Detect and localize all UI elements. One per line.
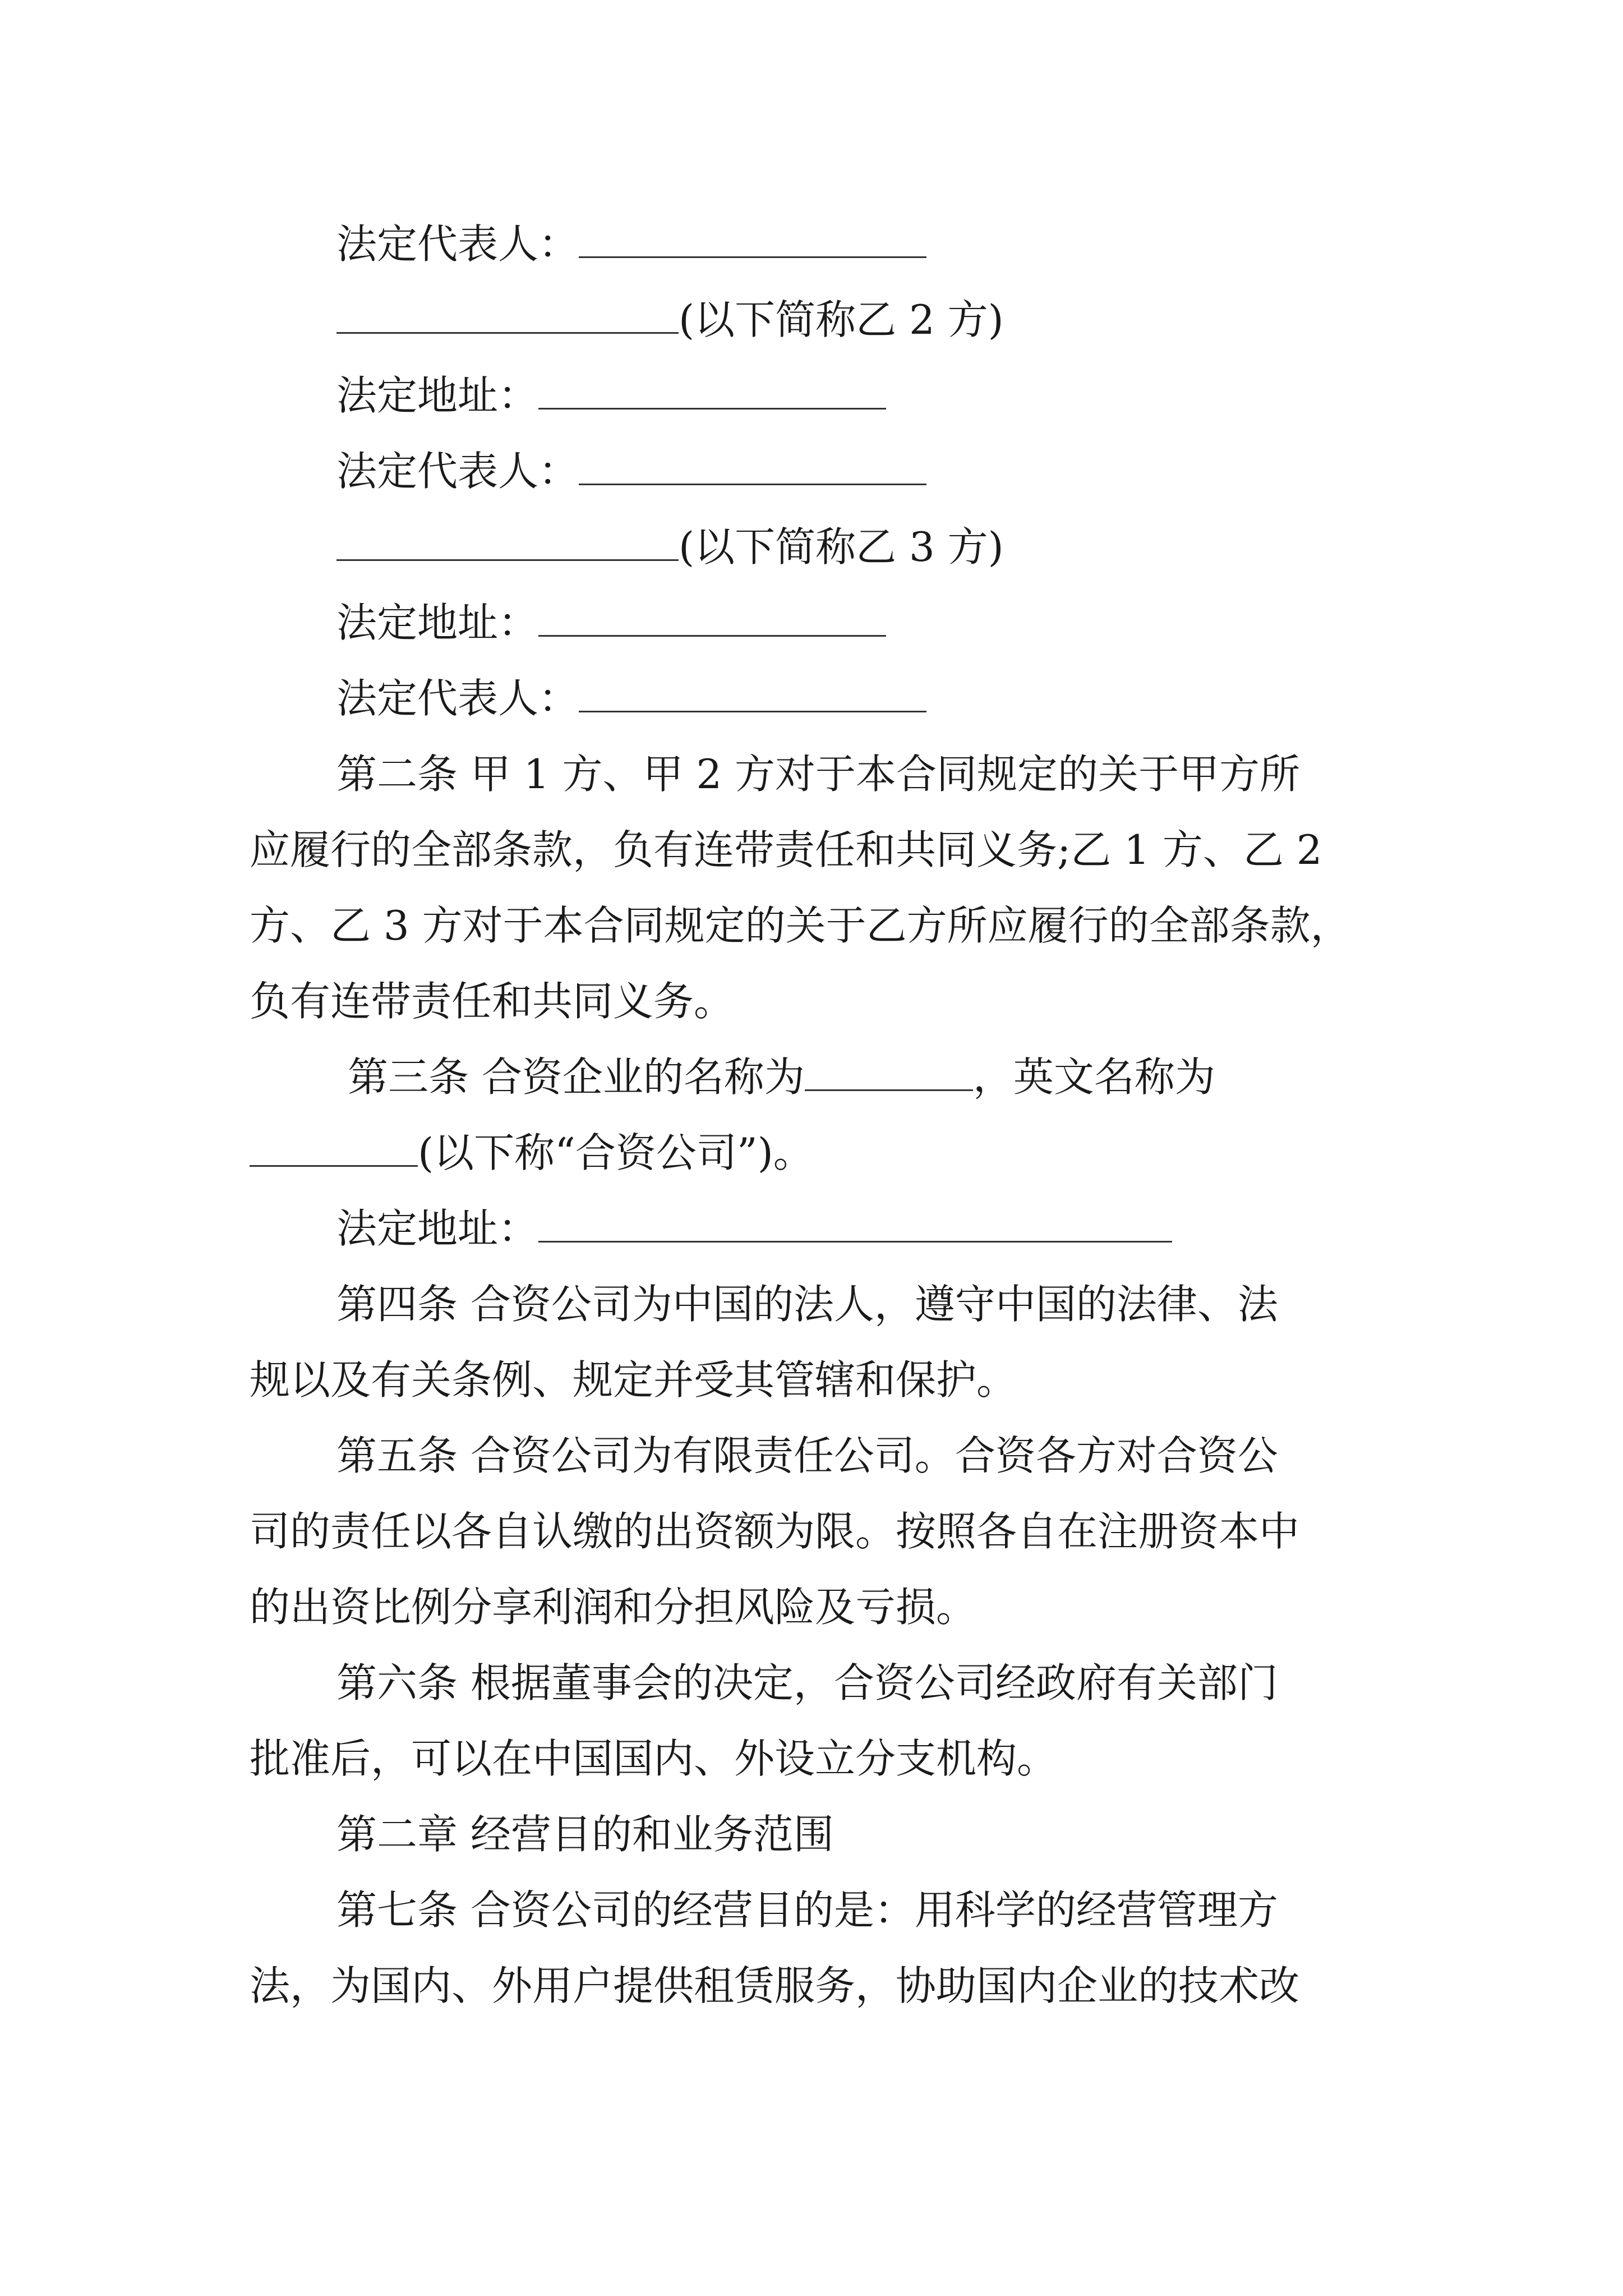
article-2-line-1: 第二条 甲 1 方、甲 2 方对于本合同规定的关于甲方所 — [336, 751, 1301, 798]
legal-representative-line-2 — [336, 443, 926, 499]
blank-field — [250, 1128, 418, 1167]
article-2-line-4: 负有连带责任和共同义务。 — [250, 978, 735, 1025]
article-2-line-2: 应履行的全部条款，负有连带责任和共同义务;乙 1 方、乙 2 — [250, 826, 1322, 873]
label: 法定代表人： — [336, 448, 579, 495]
label: 法定地址： — [336, 372, 539, 419]
label: 法定代表人： — [336, 675, 579, 722]
blank-field — [579, 219, 926, 258]
blank-field — [538, 371, 886, 409]
article-4-line-1: 第四条 合资公司为中国的法人，遵守中国的法律、法 — [336, 1281, 1278, 1328]
label: 法定代表人： — [336, 220, 579, 268]
article-5-line-1: 第五条 合资公司为有限责任公司。合资各方对合资公 — [336, 1432, 1278, 1479]
party-b2-line — [336, 292, 1004, 348]
legal-representative-line-1 — [336, 216, 926, 272]
label: ，英文名称为 — [972, 1053, 1215, 1101]
label: 法定地址： — [336, 599, 539, 646]
article-5-line-2: 司的责任以各自认缴的出资额为限。按照各自在注册资本中 — [250, 1508, 1300, 1555]
blank-field — [538, 1204, 1172, 1243]
article-7-line-1: 第七条 合资公司的经营目的是：用科学的经营管理方 — [336, 1887, 1278, 1934]
article-4-line-2: 规以及有关条例、规定并受其管辖和保护。 — [250, 1356, 1017, 1404]
label: 第三条 合资企业的名称为 — [348, 1053, 805, 1101]
label: (以下称“合资公司”)。 — [418, 1129, 814, 1176]
blank-field — [538, 598, 886, 637]
blank-field — [579, 447, 926, 485]
legal-address-line-2 — [336, 595, 886, 651]
party-b3-line — [336, 519, 1004, 575]
article-7-line-2: 法，为国内、外用户提供租赁服务，协助国内企业的技术改 — [250, 1962, 1300, 2009]
article-3-line-1 — [348, 1049, 1215, 1105]
legal-address-line-1 — [336, 367, 886, 424]
article-6-line-2: 批准后，可以在中国国内、外设立分支机构。 — [250, 1735, 1058, 1782]
legal-address-line-3 — [336, 1200, 1172, 1257]
blank-field — [579, 674, 926, 712]
label: 法定地址： — [336, 1205, 539, 1252]
blank-field — [336, 522, 679, 561]
legal-representative-line-3 — [336, 670, 926, 726]
label: (以下简称乙 2 方) — [679, 296, 1004, 343]
article-6-line-1: 第六条 根据董事会的决定，合资公司经政府有关部门 — [336, 1659, 1278, 1706]
article-5-line-3: 的出资比例分享利润和分担风险及亏损。 — [250, 1584, 977, 1631]
article-2-line-3: 方、乙 3 方对于本合同规定的关于乙方所应履行的全部条款， — [250, 902, 1351, 949]
blank-field — [805, 1052, 973, 1091]
blank-field — [336, 295, 679, 334]
label: (以下简称乙 3 方) — [679, 523, 1004, 570]
chapter-2-heading: 第二章 经营目的和业务范围 — [336, 1811, 834, 1858]
article-3-line-2 — [250, 1125, 814, 1181]
